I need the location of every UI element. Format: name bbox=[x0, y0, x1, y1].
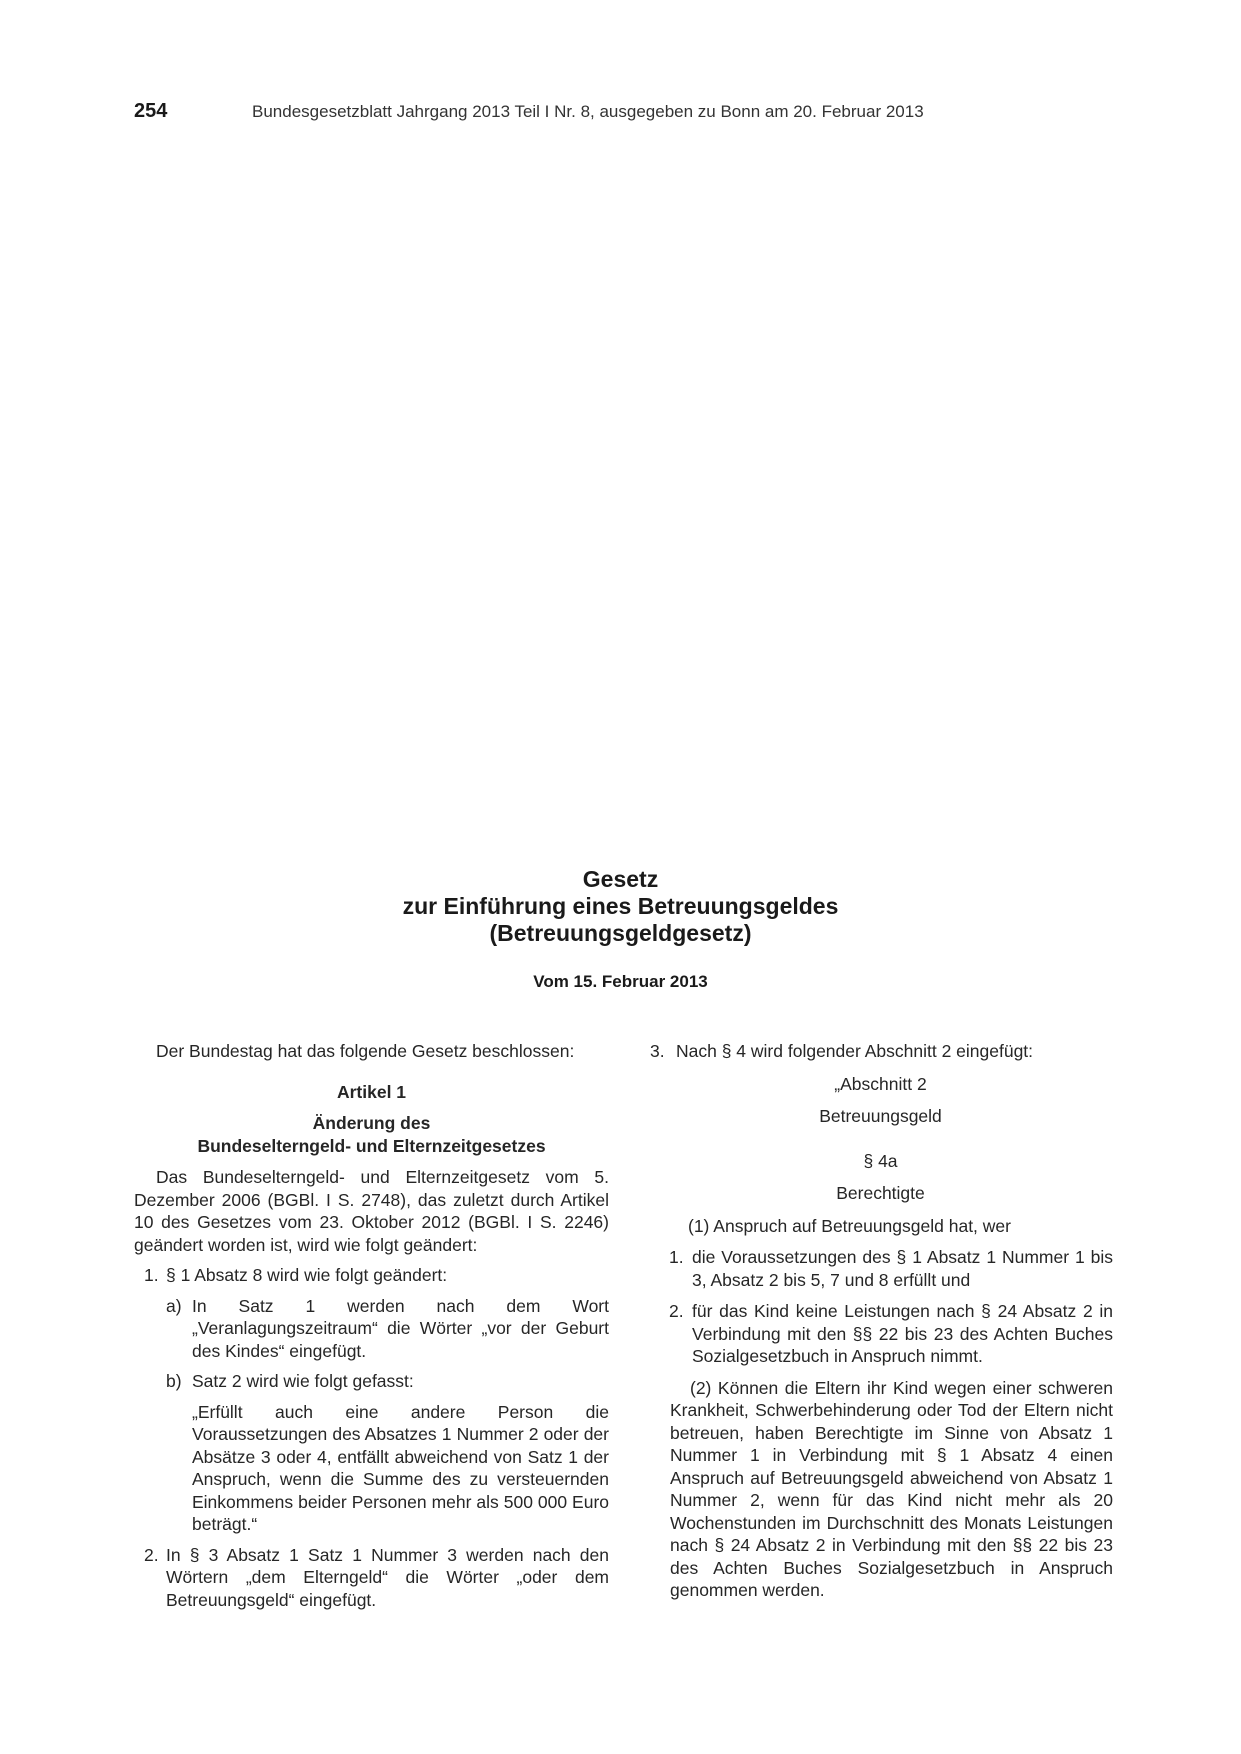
subitem-text: In Satz 1 werden nach dem Wort „Veranlagungszeitraum“ die Wörter „vor der Geburt des Kindes“ eingefügt. bbox=[192, 1295, 609, 1361]
item-text: die Voraussetzungen des § 1 Absatz 1 Nummer 1 bis 3, Absatz 2 bis 5, 7 und 8 erfüllt und bbox=[692, 1247, 1113, 1290]
list-item bbox=[648, 1040, 1113, 1063]
page-number: 254 bbox=[134, 100, 168, 122]
law-date: Vom 15. Februar 2013 bbox=[533, 972, 708, 991]
list-item bbox=[648, 1246, 1113, 1291]
law-title-line3: (Betreuungsgeldgesetz) bbox=[489, 920, 752, 946]
item-text: Nach § 4 wird folgender Abschnitt 2 eingefügt: bbox=[676, 1041, 1034, 1061]
section-title: Betreuungsgeld bbox=[819, 1106, 942, 1126]
law-title bbox=[0, 866, 1241, 947]
subitem-letter: a) bbox=[166, 1295, 182, 1316]
list-item bbox=[648, 1300, 1113, 1368]
quoted-amendment: „Erfüllt auch eine andere Person die Voraussetzungen des Absatzes 1 Nummer 2 oder der Absätze 3 oder 4, entfällt abweichend von Satz 1 der Anspruch, wenn die Summe des zu versteuernden Einkommens beider Personen mehr als 500 000 Euro beträgt.“ bbox=[192, 1401, 609, 1534]
subsection-2: (2) Können die Eltern ihr Kind wegen einer schweren Krankheit, Schwerbehinderung oder Tod der Eltern nicht betreuen, haben Berechtigte im Sinne von Absatz 1 Nummer 1 in Verbindung mit § 1 Absatz 4 einen Anspruch auf Betreuungsgeld abweichend von Absatz 1 Nummer 2, wenn für das Kind nicht mehr als 20 Wochenstunden im Durchschnitt des Monats Leistungen nach § 24 Absatz 2 in Verbindung mit den §§ 22 bis 23 des Achten Buches Sozialgesetzbuch in Anspruch genommen werden. bbox=[670, 1377, 1113, 1600]
right-column bbox=[648, 1040, 1113, 1602]
item-text: für das Kind keine Leistungen nach § 24 Absatz 2 in Verbindung mit den §§ 22 bis 23 des Achten Buches Sozialgesetzbuch in Anspruch nimmt. bbox=[692, 1301, 1113, 1366]
item-number: 1. bbox=[144, 1265, 159, 1285]
item-text: § 1 Absatz 8 wird wie folgt geändert: bbox=[166, 1265, 448, 1285]
item-number: 1. bbox=[669, 1247, 684, 1267]
item-number: 2. bbox=[669, 1301, 684, 1321]
enactment-clause: Der Bundestag hat das folgende Gesetz beschlossen: bbox=[156, 1041, 575, 1061]
article-title-line2: Bundeselterngeld- und Elternzeitgesetzes bbox=[197, 1135, 546, 1156]
list-item bbox=[134, 1544, 609, 1612]
article-title-line1: Änderung des bbox=[312, 1113, 431, 1133]
list-subitem bbox=[134, 1370, 609, 1393]
subitem-letter: b) bbox=[166, 1371, 182, 1391]
running-title: Bundesgesetzblatt Jahrgang 2013 Teil I Nr. 8, ausgegeben zu Bonn am 20. Februar 2013 bbox=[252, 102, 924, 121]
law-title-line1: Gesetz bbox=[582, 866, 659, 892]
paragraph-label: § 4a bbox=[863, 1150, 898, 1171]
page-header bbox=[0, 100, 1241, 130]
subsection-1-intro: (1) Anspruch auf Betreuungsgeld hat, wer bbox=[688, 1215, 1011, 1236]
item-number: 3. bbox=[650, 1041, 665, 1061]
item-text: In § 3 Absatz 1 Satz 1 Nummer 3 werden nach den Wörtern „dem Elterngeld“ die Wörter „oder dem Betreuungsgeld“ eingefügt. bbox=[166, 1544, 609, 1610]
section-label: „Abschnitt 2 bbox=[834, 1073, 927, 1094]
article-heading: Artikel 1 bbox=[336, 1081, 407, 1102]
item-number: 2. bbox=[144, 1544, 159, 1565]
law-title-line2: zur Einführung eines Betreuungsgeldes bbox=[402, 893, 839, 919]
subitem-text: Satz 2 wird wie folgt gefasst: bbox=[192, 1371, 414, 1391]
list-subitem bbox=[134, 1295, 609, 1363]
left-column bbox=[134, 1040, 609, 1611]
article-intro: Das Bundeselterngeld- und Elternzeitgesetz vom 5. Dezember 2006 (BGBl. I S. 2748), das zuletzt durch Artikel 10 des Gesetzes vom 23. Oktober 2012 (BGBl. I S. 2246) geändert worden ist, wird wie folgt geändert: bbox=[134, 1167, 609, 1255]
paragraph-title: Berechtigte bbox=[836, 1183, 925, 1203]
list-item bbox=[134, 1264, 609, 1287]
